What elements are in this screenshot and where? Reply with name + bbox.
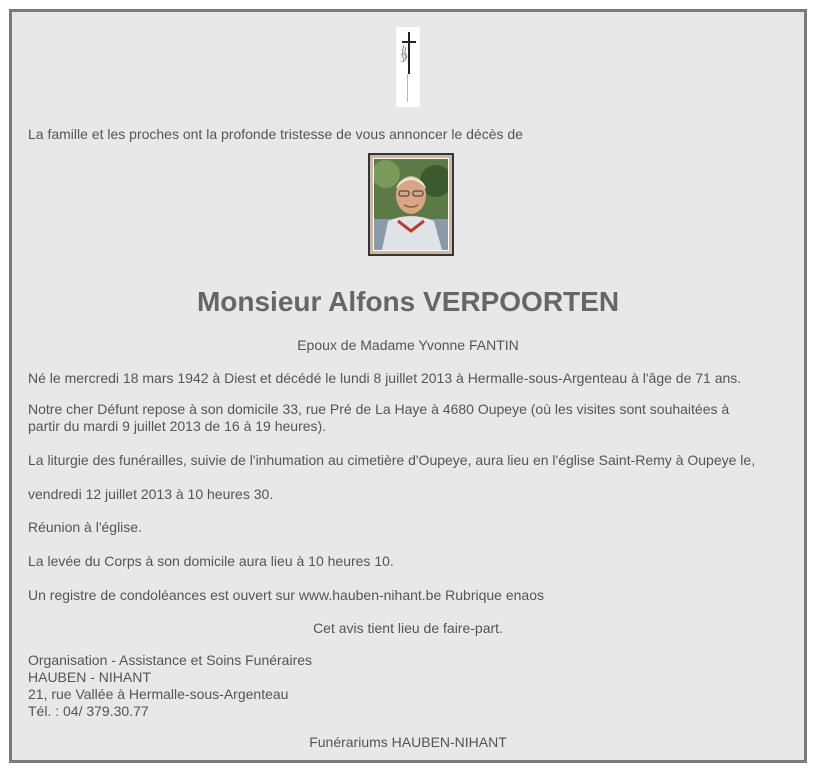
- levee-text: La levée du Corps à son domicile aura lieu à 10 heures 10.: [28, 553, 394, 569]
- portrait-photo: [368, 153, 454, 256]
- org-line-1: Organisation - Assistance et Soins Funéraires: [28, 652, 313, 668]
- org-line-4: Tél. : 04/ 379.30.77: [28, 703, 149, 719]
- repose-line-2: partir du mardi 9 juillet 2013 de 16 à 19 heures).: [28, 418, 327, 434]
- register-text: Un registre de condoléances est ouvert sur www.hauben-nihant.be Rubrique enaos: [28, 587, 544, 603]
- portrait-image: [373, 158, 449, 251]
- notice-text: Cet avis tient lieu de faire-part.: [313, 620, 503, 636]
- obituary-card: [9, 9, 807, 763]
- deceased-name: Monsieur Alfons VERPOORTEN: [196, 286, 620, 317]
- repose-line-1: Notre cher Défunt repose à son domicile 33, rue Pré de La Haye à 4680 Oupeye (où les visites sont souhaitées à: [28, 401, 730, 417]
- meeting-text: Réunion à l'église.: [28, 519, 142, 535]
- cross-icon: [396, 27, 420, 107]
- org-line-2: HAUBEN - NIHANT: [28, 669, 151, 685]
- spouse-text: Epoux de Madame Yvonne FANTIN: [297, 337, 519, 353]
- org-line-3: 21, rue Vallée à Hermalle-sous-Argenteau: [28, 686, 289, 702]
- birth-death-text: Né le mercredi 18 mars 1942 à Diest et décédé le lundi 8 juillet 2013 à Hermalle-sous-Argenteau à l'âge de 71 ans.: [28, 370, 742, 386]
- date-text: vendredi 12 juillet 2013 à 10 heures 30.: [28, 486, 274, 502]
- intro-text: La famille et les proches ont la profonde tristesse de vous annoncer le décès de: [28, 126, 523, 142]
- footer-text: Funérariums HAUBEN-NIHANT: [309, 734, 507, 750]
- liturgy-text: La liturgie des funérailles, suivie de l'inhumation au cimetière d'Oupeye, aura lieu en l'église Saint-Remy à Oupeye le,: [28, 452, 756, 468]
